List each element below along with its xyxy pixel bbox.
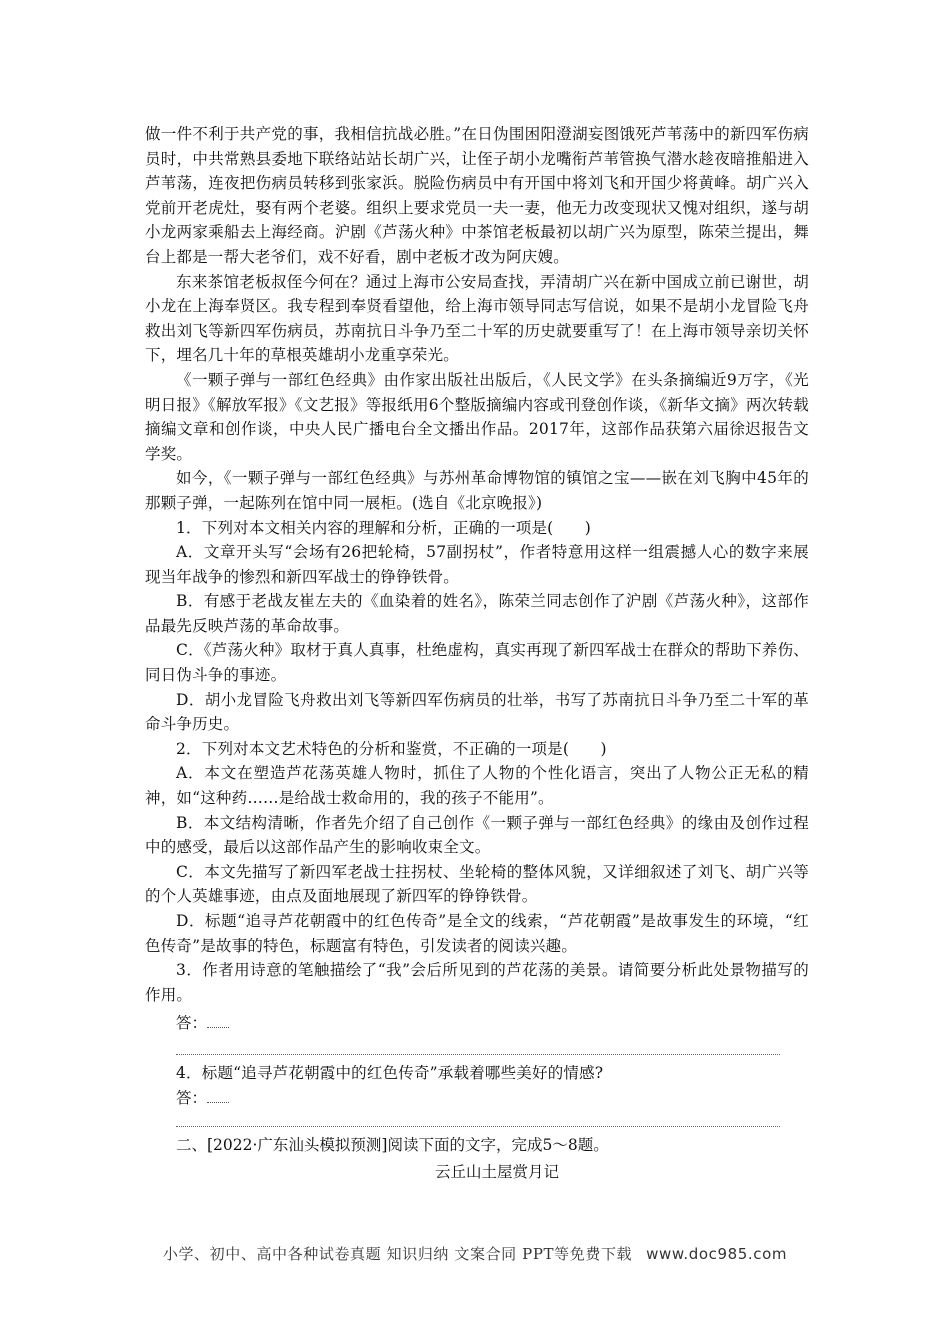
question-2 <box>145 737 809 958</box>
answer-rule <box>176 1126 780 1127</box>
question-1 <box>145 516 809 737</box>
option-d: D．标题“追寻芦花朝霞中的红色传奇”是全文的线索，“芦花朝霞”是故事发生的环境，“红色传奇”是故事的特色，标题富有特色，引发读者的阅读兴趣。 <box>145 912 809 955</box>
option-b: B．本文结构清晰，作者先介绍了自己创作《一颗子弹与一部红色经典》的缘由及创作过程中的感受，最后以这部作品产生的影响收束全文。 <box>145 813 809 857</box>
question-3 <box>145 958 809 1055</box>
article-paragraph: 东来茶馆老板叔侄今何在？通过上海市公安局查找，弄清胡广兴在新中国成立前已谢世，胡小龙在上海奉贤区。我专程到奉贤看望他，给上海市领导同志写信说，如果不是胡小龙冒险飞舟救出刘飞等新四军伤病员，苏南抗日斗争乃至二十军的历史就要重写了！在上海市领导亲切关怀下，埋名几十年的草根英雄胡小龙重享荣光。 <box>145 272 809 365</box>
answer-label: 答： <box>176 1014 208 1033</box>
answer-area[interactable] <box>145 1011 809 1036</box>
document-body <box>145 122 809 1186</box>
article-title: 云丘山土屋赏月记 <box>434 1162 559 1181</box>
answer-label: 答： <box>176 1088 208 1107</box>
answer-area[interactable] <box>145 1086 809 1111</box>
question-4 <box>145 1061 809 1127</box>
option-a: A．本文在塑造芦花荡英雄人物时，抓住了人物的个性化语言，突出了人物公正无私的精神，如“这种药……是给战士救命用的，我的孩子不能用”。 <box>145 764 809 808</box>
question-stem: 2．下列对本文艺术特色的分析和鉴赏，不正确的一项是( ) <box>176 739 607 758</box>
section-heading: 二、[2022·广东汕头模拟预测]阅读下面的文字，完成5～8题。 <box>176 1136 609 1155</box>
answer-rule <box>176 1054 780 1055</box>
article-paragraph: 如今，《一颗子弹与一部红色经典》与苏州革命博物馆的镇馆之宝——嵌在刘飞胸中45年的那颗子弹，一起陈列在馆中同一展柜。(选自《北京晚报》) <box>145 469 809 512</box>
footer-text: 小学、初中、高中各种试卷真题 知识归纳 文案合同 PPT等免费下载 <box>162 1245 633 1263</box>
page-footer <box>0 1243 950 1264</box>
question-stem: 1．下列对本文相关内容的理解和分析，正确的一项是( ) <box>176 518 592 537</box>
article-paragraph: 做一件不利于共产党的事，我相信抗战必胜。”在日伪围困阳澄湖妄图饿死芦苇荡中的新四军伤病员时，中共常熟县委地下联络站站长胡广兴，让侄子胡小龙嘴衔芦苇管换气潜水趁夜暗推船进入芦苇荡，连夜把伤病员转移到张家浜。脱险伤病员中有开国中将刘飞和开国少将黄峰。胡广兴入党前开老虎灶，娶有两个老婆。组织上要求党员一夫一妻，他无力改变现状又愧对组织，遂与胡小龙两家乘船去上海经商。沪剧《芦荡火种》中茶馆老板最初以胡广兴为原型，陈荣兰提出，舞台上都是一帮大老爷们，戏不好看，剧中老板才改为阿庆嫂。 <box>145 125 809 266</box>
answer-blank[interactable] <box>207 1013 229 1028</box>
question-stem: 4．标题“追寻芦花朝霞中的红色传奇”承载着哪些美好的情感? <box>176 1063 604 1082</box>
option-c: C．本文先描写了新四军老战士拄拐杖、坐轮椅的整体风貌，又详细叙述了刘飞、胡广兴等的个人英雄事迹，由点及面地展现了新四军的铮铮铁骨。 <box>145 862 809 906</box>
answer-blank[interactable] <box>207 1088 229 1103</box>
option-b: B．有感于老战友崔左夫的《血染着的姓名》，陈荣兰同志创作了沪剧《芦荡火种》，这部作品最先反映芦荡的革命故事。 <box>145 592 809 635</box>
option-c: C．《芦荡火种》取材于真人真事，杜绝虚构，真实再现了新四军战士在群众的帮助下养伤、同日伪斗争的事迹。 <box>145 641 809 685</box>
footer-url[interactable]: www.doc985.com <box>646 1245 788 1263</box>
question-stem: 3．作者用诗意的笔触描绘了“我”会后所见到的芦花荡的美景。请简要分析此处景物描写的作用。 <box>145 961 809 1004</box>
option-d: D．胡小龙冒险飞舟救出刘飞等新四军伤病员的壮举，书写了苏南抗日斗争乃至二十军的革命斗争历史。 <box>145 690 809 734</box>
article-paragraph: 《一颗子弹与一部红色经典》由作家出版社出版后，《人民文学》在头条摘编近9万字，《光明日报》《解放军报》《文艺报》等报纸用6个整版摘编内容或刊登创作谈，《新华文摘》两次转载摘编文章和创作谈，中央人民广播电台全文播出作品。2017年，这部作品获第六届徐迟报告文学奖。 <box>145 370 809 463</box>
option-a: A．文章开头写“会场有26把轮椅，57副拐杖”，作者特意用这样一组震撼人心的数字来展现当年战争的惨烈和新四军战士的铮铮铁骨。 <box>145 543 809 586</box>
